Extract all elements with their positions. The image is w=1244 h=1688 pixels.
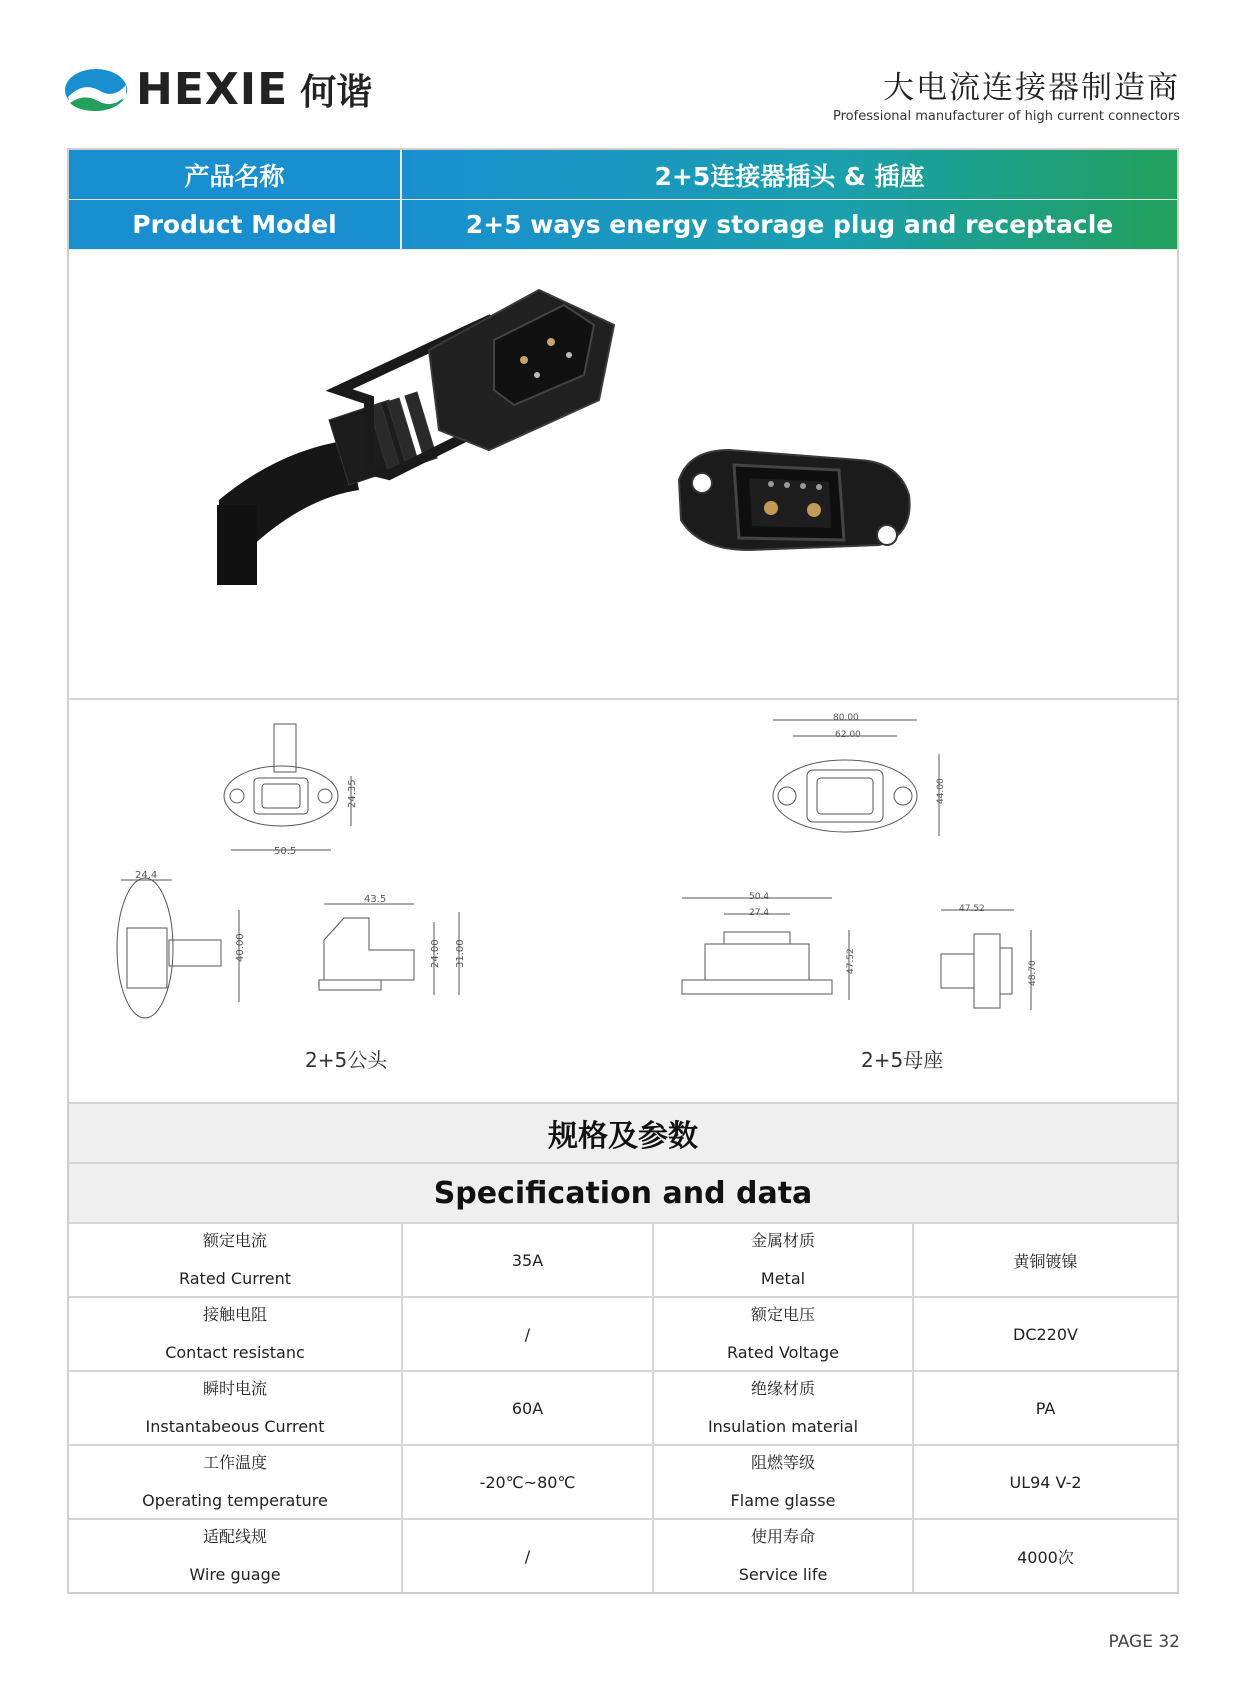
dim-male-width: 50.5 (274, 846, 297, 857)
spec-label: 绝缘材质 Insulation material (653, 1371, 913, 1445)
dim-male-side-height: 40.00 (235, 933, 246, 962)
spec-value: 35A (402, 1224, 653, 1297)
technical-drawings (69, 700, 1177, 1104)
spec-label: 使用寿命 Service life (653, 1519, 913, 1592)
product-name-row (69, 150, 1177, 200)
spec-value: DC220V (913, 1297, 1177, 1371)
dim-male-angle-h2: 31.00 (455, 939, 466, 968)
dim-male-angle-width: 43.5 (364, 894, 387, 905)
hexie-logo-icon (64, 67, 128, 113)
spec-label: 工作温度 Operating temperature (69, 1445, 402, 1519)
dim-male-height: 24.35 (347, 779, 358, 808)
spec-title-cn: 规格及参数 (69, 1104, 1177, 1164)
spec-value: PA (913, 1371, 1177, 1445)
dimension-drawing (69, 700, 1177, 1102)
spec-value: 黄铜镀镍 (913, 1224, 1177, 1297)
spec-table (69, 1224, 1177, 1592)
product-name-label: 产品名称 (69, 150, 402, 199)
company-tagline (833, 62, 1180, 124)
page-header (0, 0, 1244, 145)
dim-female-height: 44.00 (936, 778, 946, 804)
male-plug-caption: 2+5公头 (305, 1048, 388, 1072)
product-sheet (67, 148, 1179, 1594)
brand-name-en: HEXIE (136, 64, 289, 115)
tagline-en: Professional manufacturer of high current connectors (833, 109, 1180, 124)
spec-label: 阻燃等级 Flame glasse (653, 1445, 913, 1519)
dim-male-angle-h1: 24.00 (430, 939, 441, 968)
spec-value: 4000次 (913, 1519, 1177, 1592)
dim-female-front-height: 47.52 (846, 948, 856, 974)
dim-female-side-height: 48.70 (1028, 960, 1038, 986)
table-row (69, 1371, 1177, 1445)
spec-value: -20℃~80℃ (402, 1445, 653, 1519)
dim-female-outer: 80.00 (833, 713, 859, 723)
spec-label: 适配线规 Wire guage (69, 1519, 402, 1592)
spec-label: 金属材质 Metal (653, 1224, 913, 1297)
spec-title-en: Specification and data (69, 1164, 1177, 1224)
spec-label: 额定电压 Rated Voltage (653, 1297, 913, 1371)
table-row (69, 1519, 1177, 1592)
dim-male-side-width: 24.4 (135, 870, 158, 881)
connector-photo-illustration (69, 250, 1177, 698)
spec-value: 60A (402, 1371, 653, 1445)
spec-label: 瞬时电流 Instantabeous Current (69, 1371, 402, 1445)
dim-female-front-width: 50.4 (749, 892, 770, 902)
spec-value: / (402, 1519, 653, 1592)
spec-value: / (402, 1297, 653, 1371)
table-row (69, 1224, 1177, 1297)
dim-female-side-width: 47.52 (959, 904, 985, 914)
spec-value: UL94 V-2 (913, 1445, 1177, 1519)
dim-female-front-inner: 27.4 (749, 908, 770, 918)
product-name-value: 2+5连接器插头 & 插座 (402, 150, 1177, 199)
tagline-cn: 大电流连接器制造商 (883, 70, 1180, 106)
table-row (69, 1297, 1177, 1371)
spec-label: 接触电阻 Contact resistanc (69, 1297, 402, 1371)
product-model-label: Product Model (69, 200, 402, 249)
table-row (69, 1445, 1177, 1519)
female-receptacle-caption: 2+5母座 (861, 1048, 944, 1072)
brand-name-cn: 何谐 (300, 72, 373, 113)
product-photo (69, 250, 1177, 700)
product-model-value: 2+5 ways energy storage plug and receptacle (402, 200, 1177, 249)
company-logo (64, 64, 372, 115)
dim-female-inner: 62.00 (835, 730, 861, 740)
spec-label: 额定电流 Rated Current (69, 1224, 402, 1297)
page-number: PAGE 32 (1108, 1632, 1180, 1652)
product-model-row (69, 200, 1177, 250)
